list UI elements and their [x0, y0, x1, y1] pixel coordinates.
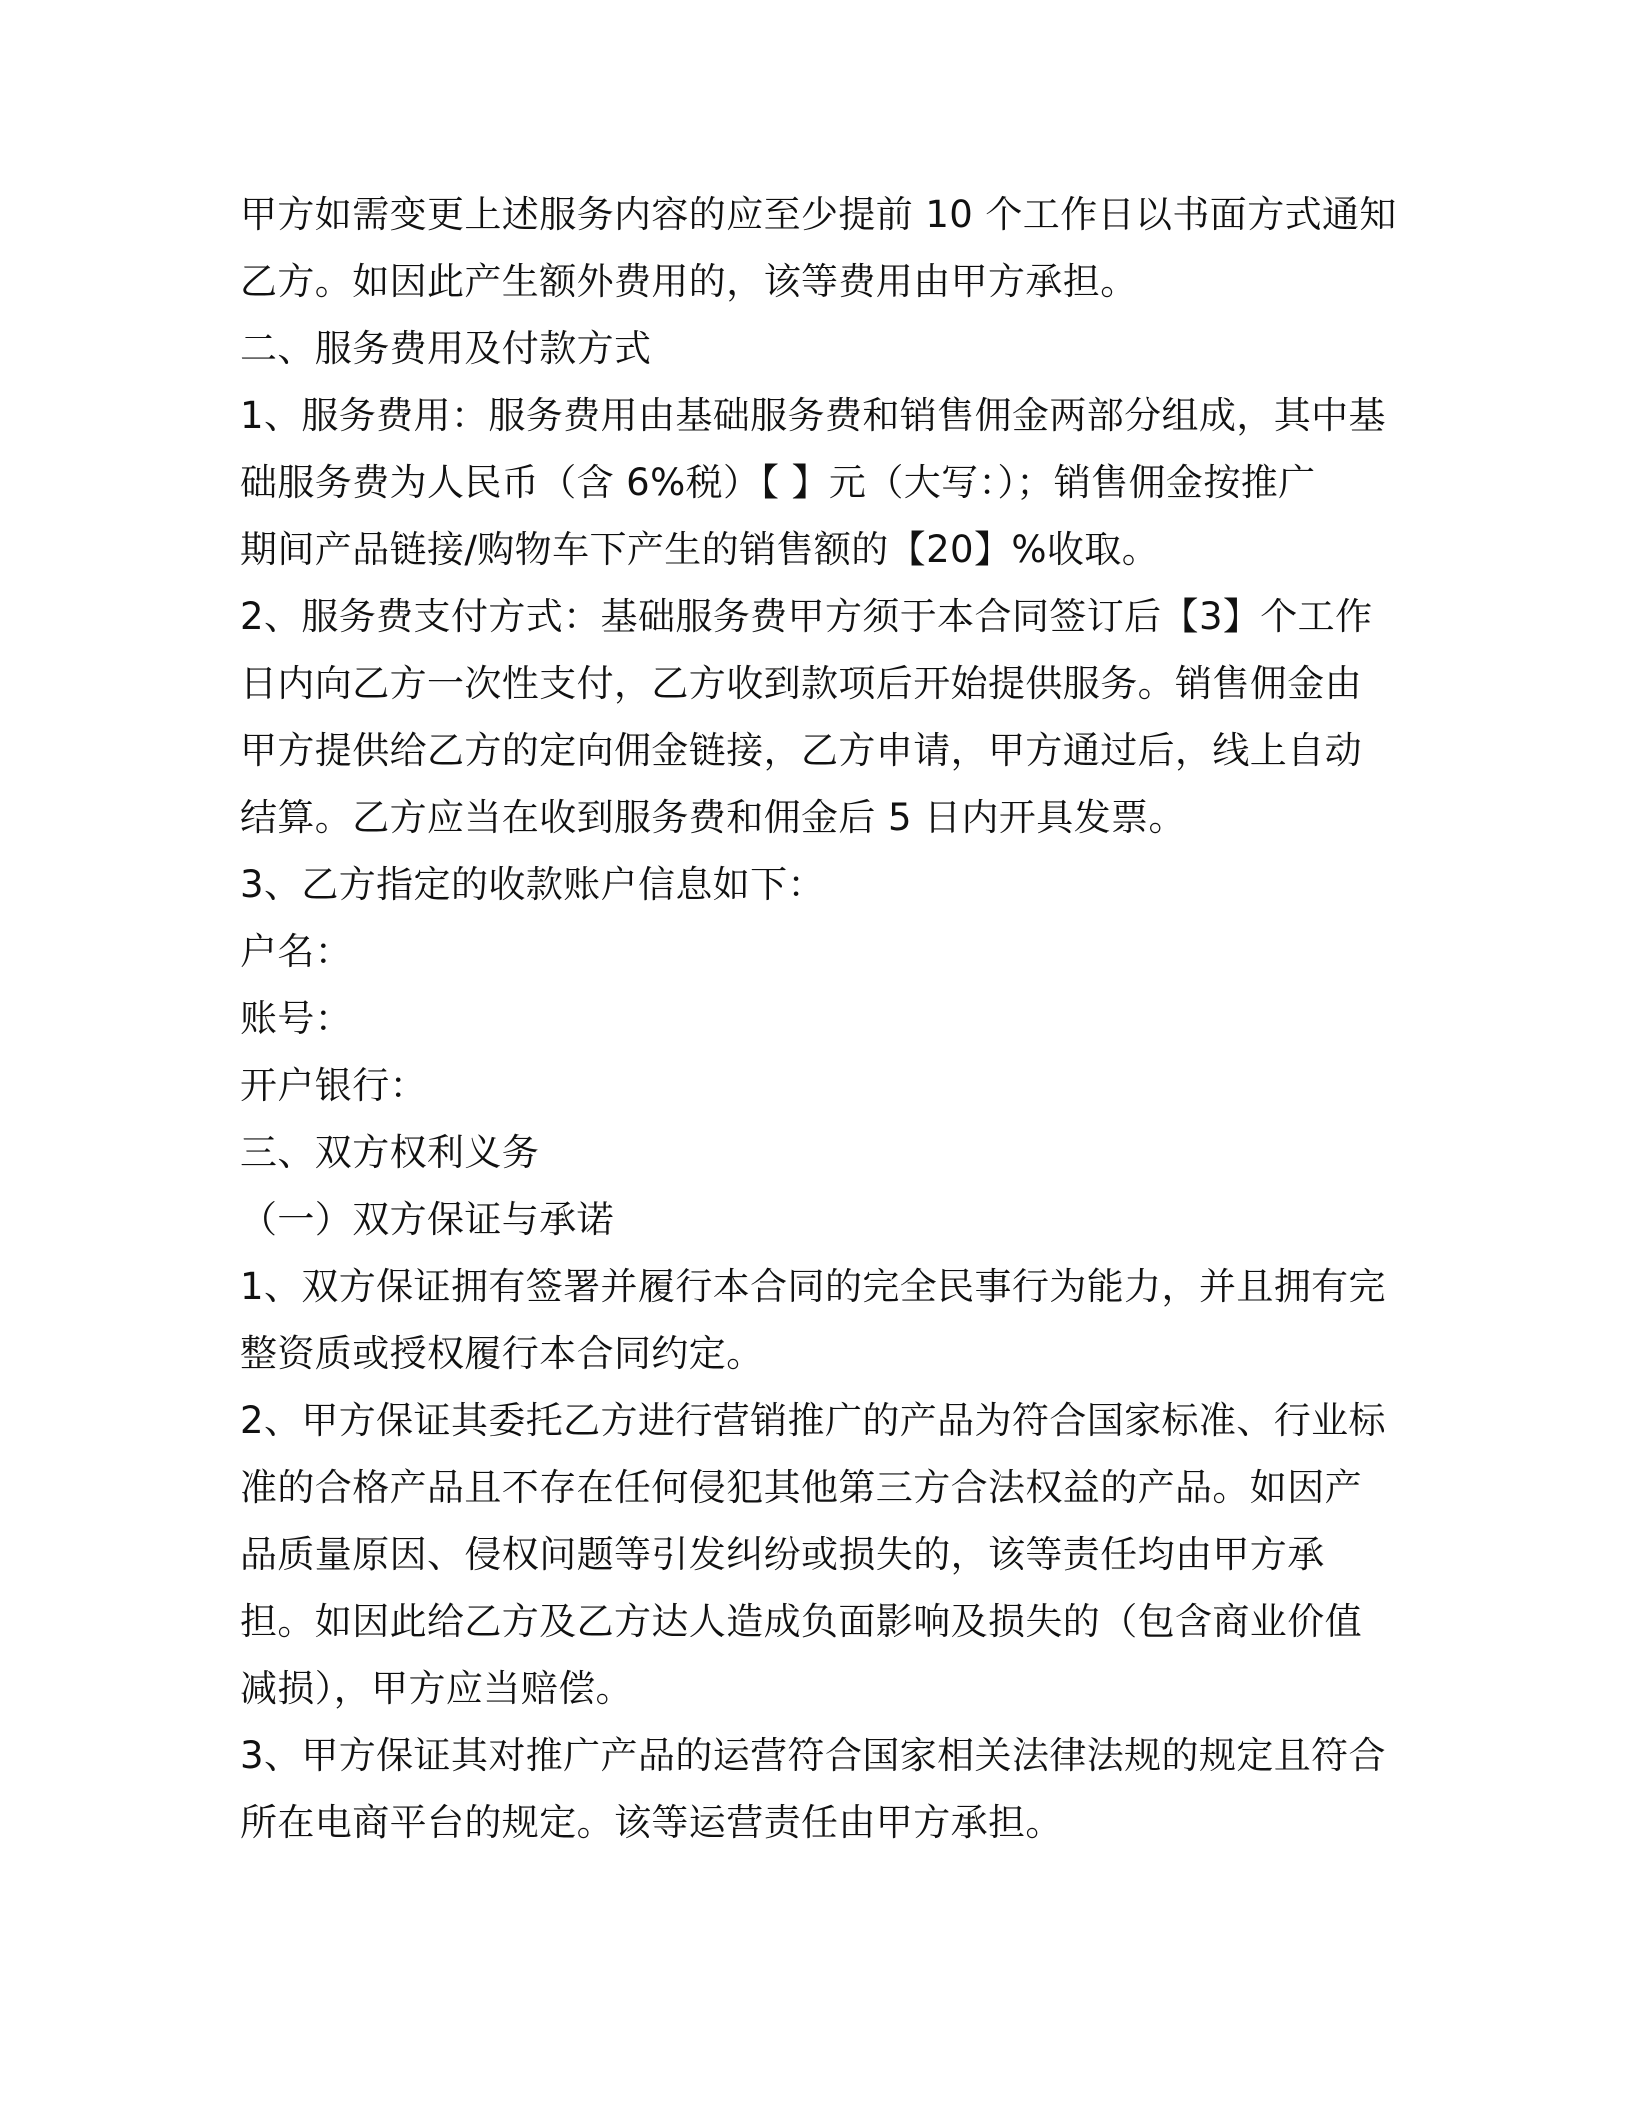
paragraph-line: 1、双方保证拥有签署并履行本合同的完全民事行为能力，并且拥有完: [240, 1265, 1386, 1308]
paragraph-line: 3、乙方指定的收款账户信息如下：: [240, 863, 825, 906]
paragraph-line: 品质量原因、侵权问题等引发纠纷或损失的，该等责任均由甲方承: [240, 1533, 1325, 1576]
paragraph-line: 2、甲方保证其委托乙方进行营销推广的产品为符合国家标准、行业标: [240, 1399, 1386, 1442]
section-heading: 三、双方权利义务: [240, 1131, 540, 1174]
paragraph-line: 乙方。如因此产生额外费用的，该等费用由甲方承担。: [240, 260, 1138, 303]
paragraph-line: 日内向乙方一次性支付，乙方收到款项后开始提供服务。销售佣金由: [240, 662, 1362, 705]
paragraph-line: 整资质或授权履行本合同约定。: [240, 1332, 764, 1375]
paragraph-line: 3、甲方保证其对推广产品的运营符合国家相关法律法规的规定且符合: [240, 1734, 1386, 1777]
paragraph-line: 1、服务费用：服务费用由基础服务费和销售佣金两部分组成，其中基: [240, 394, 1386, 437]
paragraph-line: 期间产品链接/购物车下产生的销售额的【20】%收取。: [240, 528, 1160, 571]
paragraph-line: 结算。乙方应当在收到服务费和佣金后 5 日内开具发票。: [240, 796, 1186, 839]
account-number-label: 账号：: [240, 997, 353, 1040]
paragraph-line: 甲方提供给乙方的定向佣金链接，乙方申请，甲方通过后，线上自动: [240, 729, 1362, 772]
paragraph-line: 准的合格产品且不存在任何侵犯其他第三方合法权益的产品。如因产: [240, 1466, 1362, 1509]
paragraph-line: 所在电商平台的规定。该等运营责任由甲方承担。: [240, 1801, 1063, 1844]
paragraph-line: 减损），甲方应当赔偿。: [240, 1667, 633, 1710]
paragraph-line: 础服务费为人民币（含 6%税）【 】元（大写：）；销售佣金按推广: [240, 461, 1316, 504]
paragraph-line: 担。如因此给乙方及乙方达人造成负面影响及损失的（包含商业价值: [240, 1600, 1362, 1643]
account-name-label: 户名：: [240, 930, 353, 973]
bank-label: 开户银行：: [240, 1064, 427, 1107]
paragraph-line: 甲方如需变更上述服务内容的应至少提前 10 个工作日以书面方式通知: [240, 193, 1397, 236]
section-heading: 二、服务费用及付款方式: [240, 327, 652, 370]
subsection-heading: （一）双方保证与承诺: [240, 1198, 614, 1241]
paragraph-line: 2、服务费支付方式：基础服务费甲方须于本合同签订后【3】个工作: [240, 595, 1373, 638]
